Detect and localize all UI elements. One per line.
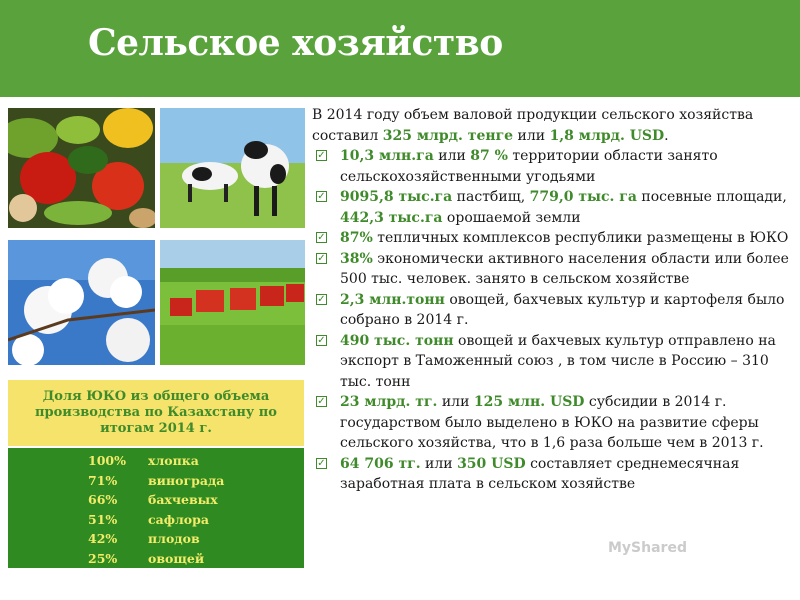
fact-text: или xyxy=(437,394,474,410)
share-row xyxy=(8,451,304,471)
checkbox-bullet-icon: ✓ xyxy=(317,191,326,202)
fact-text: субсидии в 2014 г. государством было выделено в ЮКО на развитие сферы сельского хозяйства, что в 1,6 раза больше чем в 2013 г. xyxy=(340,394,764,451)
share-pct: 100% xyxy=(88,453,126,468)
intro-text: . xyxy=(664,127,669,144)
fact-value: 87 % xyxy=(470,148,508,164)
fact-item xyxy=(312,228,792,249)
fact-value: 64 706 тг. xyxy=(340,455,421,472)
share-heading: Доля ЮКО из общего объема производства по Казахстану по итогам 2014 г. xyxy=(35,389,277,436)
share-crop: плодов xyxy=(148,531,200,546)
harvest-photo xyxy=(160,240,305,365)
cotton-photo xyxy=(8,240,155,365)
fact-value: 87% xyxy=(340,230,373,246)
fact-text: посевные площади, xyxy=(636,189,787,205)
fact-item xyxy=(312,187,792,228)
share-crop: винограда xyxy=(148,472,225,488)
facts-list xyxy=(312,146,792,495)
fact-item xyxy=(312,249,792,290)
share-crop: сафлора xyxy=(148,511,209,527)
share-row xyxy=(8,490,304,510)
checkbox-bullet-icon: ✓ xyxy=(317,334,326,346)
share-row xyxy=(8,529,304,549)
fact-value: 23 млрд. тг. xyxy=(340,394,438,410)
fact-text: территории области занято сельскохозяйственными угодьями xyxy=(340,148,718,185)
fact-text: овощей и бахчевых культур отправлено на экспорт в Таможенный союз , в том числе в Россию – 310 тыс. тонн xyxy=(340,332,776,390)
fact-text: составляет среднемесячная заработная плата в сельском хозяйстве xyxy=(340,455,740,492)
fact-text: пастбищ, xyxy=(452,189,530,205)
share-pct: 71% xyxy=(88,472,118,488)
page-title: Сельское хозяйство xyxy=(88,22,503,64)
fact-text: тепличных комплексов республики размещены в ЮКО xyxy=(372,230,789,246)
fact-value: 442,3 тыс.га xyxy=(340,209,443,226)
share-list xyxy=(8,448,304,568)
share-crop: бахчевых xyxy=(148,492,218,507)
share-pct: 51% xyxy=(88,511,118,527)
fact-item xyxy=(312,331,792,393)
checkbox-bullet-icon: ✓ xyxy=(317,396,326,407)
vegetables-photo xyxy=(8,108,155,228)
checkbox-bullet-icon: ✓ xyxy=(317,232,326,243)
fact-item xyxy=(312,290,792,331)
intro-text: В 2014 году объем валовой продукции сельского хозяйства составил xyxy=(312,107,754,144)
fact-value: 38% xyxy=(340,250,373,267)
share-heading-box xyxy=(8,380,304,446)
fact-value: 350 USD xyxy=(457,455,526,472)
checkbox-bullet-icon: ✓ xyxy=(317,150,326,161)
intro-value: 1,8 млрд. USD xyxy=(549,127,665,144)
share-pct: 42% xyxy=(88,531,118,546)
checkbox-bullet-icon: ✓ xyxy=(317,293,326,305)
fact-value: 2,3 млн.тонн xyxy=(340,291,445,308)
content-text xyxy=(312,105,792,495)
fact-text: экономически активного населения области или более 500 тыс. человек. занято в сельском хозяйстве xyxy=(340,250,789,287)
checkbox-bullet-icon: ✓ xyxy=(317,252,326,264)
fact-text: орошаемой земли xyxy=(442,209,581,226)
fact-value: 779,0 тыс. га xyxy=(529,189,637,205)
fact-value: 10,3 млн.га xyxy=(340,148,434,164)
title-bar xyxy=(0,0,800,97)
share-crop: хлопка xyxy=(148,453,199,468)
fact-value: 125 млн. USD xyxy=(473,394,585,410)
fact-item xyxy=(312,454,792,495)
fact-text: овощей, бахчевых культур и картофеля было собрано в 2014 г. xyxy=(340,291,785,328)
fact-text: или xyxy=(433,148,471,164)
intro-text: или xyxy=(513,127,550,144)
fact-value: 490 тыс. тонн xyxy=(340,332,454,349)
intro-value: 325 млрд. тенге xyxy=(382,127,514,144)
share-row xyxy=(8,510,304,530)
fact-item xyxy=(312,146,792,187)
share-row xyxy=(8,549,304,569)
fact-item xyxy=(312,392,792,454)
share-row xyxy=(8,471,304,491)
intro-paragraph xyxy=(312,105,792,146)
cows-photo xyxy=(160,108,305,228)
fact-text: или xyxy=(420,455,458,472)
watermark-logo: МyShared xyxy=(608,540,687,556)
share-crop: овощей xyxy=(148,550,205,566)
share-pct: 25% xyxy=(88,550,118,566)
share-pct: 66% xyxy=(88,492,118,507)
fact-value: 9095,8 тыс.га xyxy=(340,189,453,205)
checkbox-bullet-icon: ✓ xyxy=(317,457,326,469)
